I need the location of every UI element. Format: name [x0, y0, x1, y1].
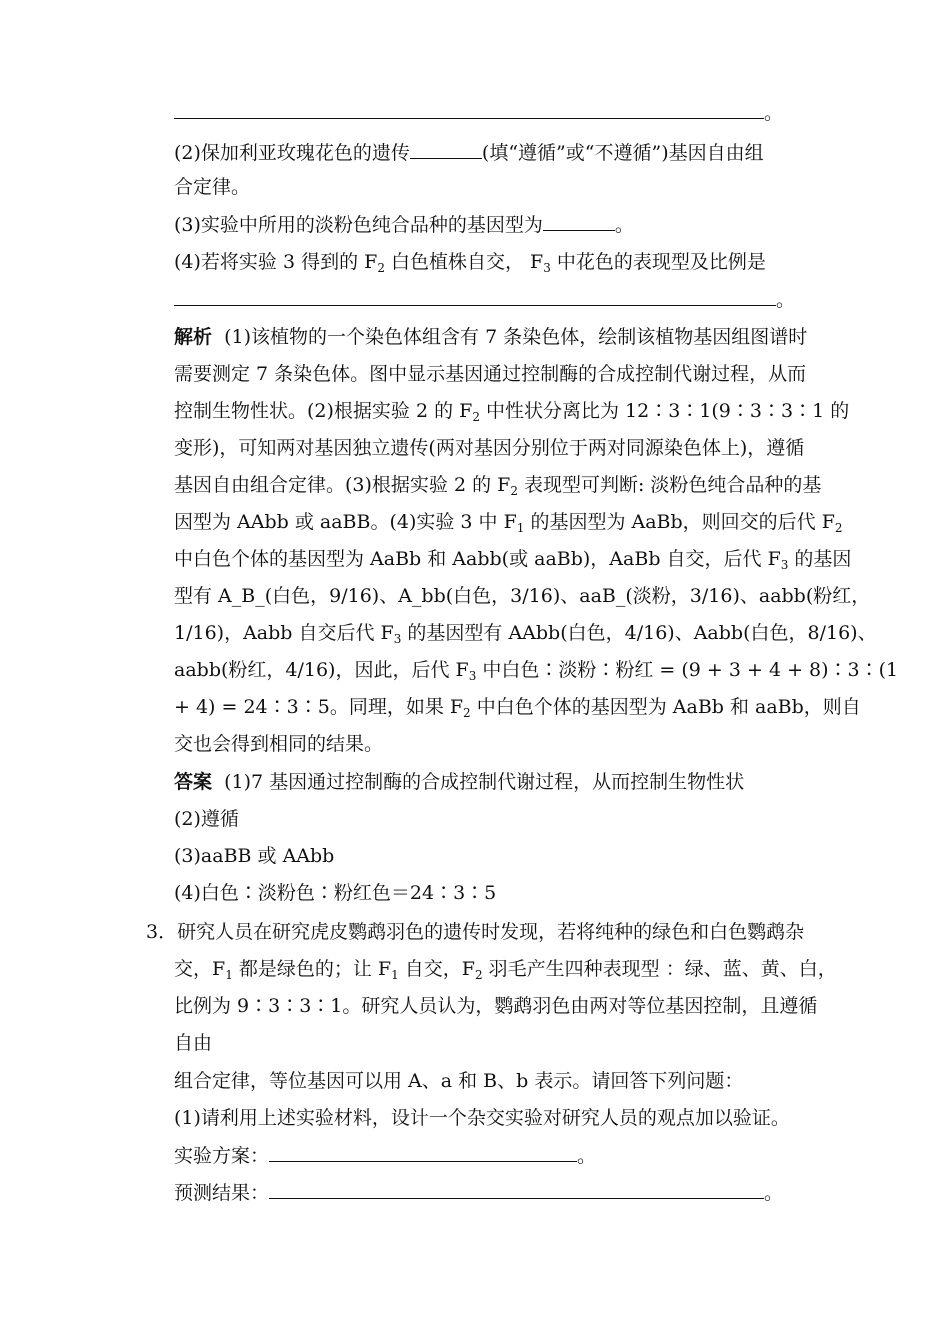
answer-line: (2)遵循: [174, 808, 239, 830]
predicted-result: 预测结果： 。: [174, 1182, 784, 1204]
analysis-line: 基因自由组合定律。(3)根据实验 2 的 $F_2$ 表现型可判断: 淡粉色纯合品种的基: [174, 474, 822, 498]
answer-line: (3)aaBB 或 AAbb: [174, 845, 335, 867]
answer-line: 答案 (1)7 基因通过控制酶的合成控制代谢过程，从而控制生物性状: [174, 771, 745, 793]
answer-label: 答案: [174, 771, 213, 793]
analysis-line: 变形)，可知两对基因独立遗传(两对基因分别位于两对同源染色体上)，遵循: [174, 437, 805, 459]
blank-underline[interactable]: [174, 100, 764, 119]
analysis-line: 型有 A_B_(白色，9/16)、A_bb(白色，3/16)、aaB_(淡粉，3/16)、aabb(粉红，: [174, 585, 871, 607]
analysis-label: 解析: [174, 326, 213, 348]
question-part-4: (4)若将实验 3 得到的 $F_2$ 白色植株自交， $F_3$ 中花色的表现型及比例是: [174, 251, 766, 275]
blank-underline[interactable]: [174, 287, 776, 306]
blank-underline[interactable]: [410, 140, 482, 159]
question-part-3: (3)实验中所用的淡粉色纯合品种的基因型为 。: [174, 214, 634, 236]
question-part-2: (2)保加利亚玫瑰花色的遗传 (填“遵循”或“不遵循”)基因自由组: [174, 142, 764, 164]
analysis-line: 1/16)，Aabb 自交后代 $F_3$ 的基因型有 AAbb(白色，4/16)、Aabb(白色，8/16)、: [174, 622, 877, 646]
blank-underline[interactable]: [269, 1143, 577, 1162]
answer-blank-line: 。: [174, 100, 783, 125]
analysis-line: 解析 (1)该植物的一个染色体组含有 7 条染色体，绘制该植物基因组图谱时: [174, 326, 808, 348]
analysis-line: 控制生物性状。(2)根据实验 2 的 $F_2$ 中性状分离比为 12∶3∶1(9∶3∶3∶1 的: [174, 400, 850, 424]
question-3-line: 比例为 9∶3∶3∶1。研究人员认为，鹦鹉羽色由两对等位基因控制，且遵循: [174, 995, 818, 1017]
question-3-line: 交，$F_1$ 都是绿色的；让 $F_1$ 自交，$F_2$ 羽毛产生四种表现型 ：绿、蓝、黄、白，: [174, 958, 837, 982]
analysis-line: + 4) = 24∶3∶5。同理，如果 $F_2$ 中白色个体的基因型为 AaBb 和 aaBb，则自: [174, 696, 861, 720]
analysis-line: 需要测定 7 条染色体。图中显示基因通过控制酶的合成控制代谢过程，从而: [174, 363, 807, 385]
question-3-line: 自由: [174, 1032, 213, 1054]
blank-underline[interactable]: [269, 1180, 764, 1199]
question-part-2-cont: 合定律。: [174, 176, 251, 198]
analysis-line: aabb(粉红，4/16)，因此，后代 $F_3$ 中白色∶淡粉∶粉红 = (9 + 3 + 4 + 8)∶3∶(1: [174, 659, 899, 683]
analysis-line: 中白色个体的基因型为 AaBb 和 Aabb(或 aaBb)，AaBb 自交，后代 $F_3$ 的基因: [174, 548, 852, 572]
blank-underline[interactable]: [543, 212, 615, 231]
analysis-line: 因型为 AAbb 或 aaBB。(4)实验 3 中 $F_1$ 的基因型为 AaBb，则回交的后代 $F_2$: [174, 511, 843, 535]
analysis-line: 交也会得到相同的结果。: [174, 733, 384, 755]
question-3-line: (1)请利用上述实验材料，设计一个杂交实验对研究人员的观点加以验证。: [174, 1107, 790, 1129]
question-3-line: 组合定律，等位基因可以用 A、a 和 B、b 表示。请回答下列问题：: [174, 1070, 744, 1092]
question-3-line: 3．研究人员在研究虎皮鹦鹉羽色的遗传时发现，若将纯种的绿色和白色鹦鹉杂: [146, 921, 805, 943]
answer-blank-line: 。: [174, 287, 795, 312]
answer-line: (4)白色∶淡粉色∶粉红色＝24∶3∶5: [174, 882, 497, 904]
experiment-plan: 实验方案： 。: [174, 1145, 597, 1167]
